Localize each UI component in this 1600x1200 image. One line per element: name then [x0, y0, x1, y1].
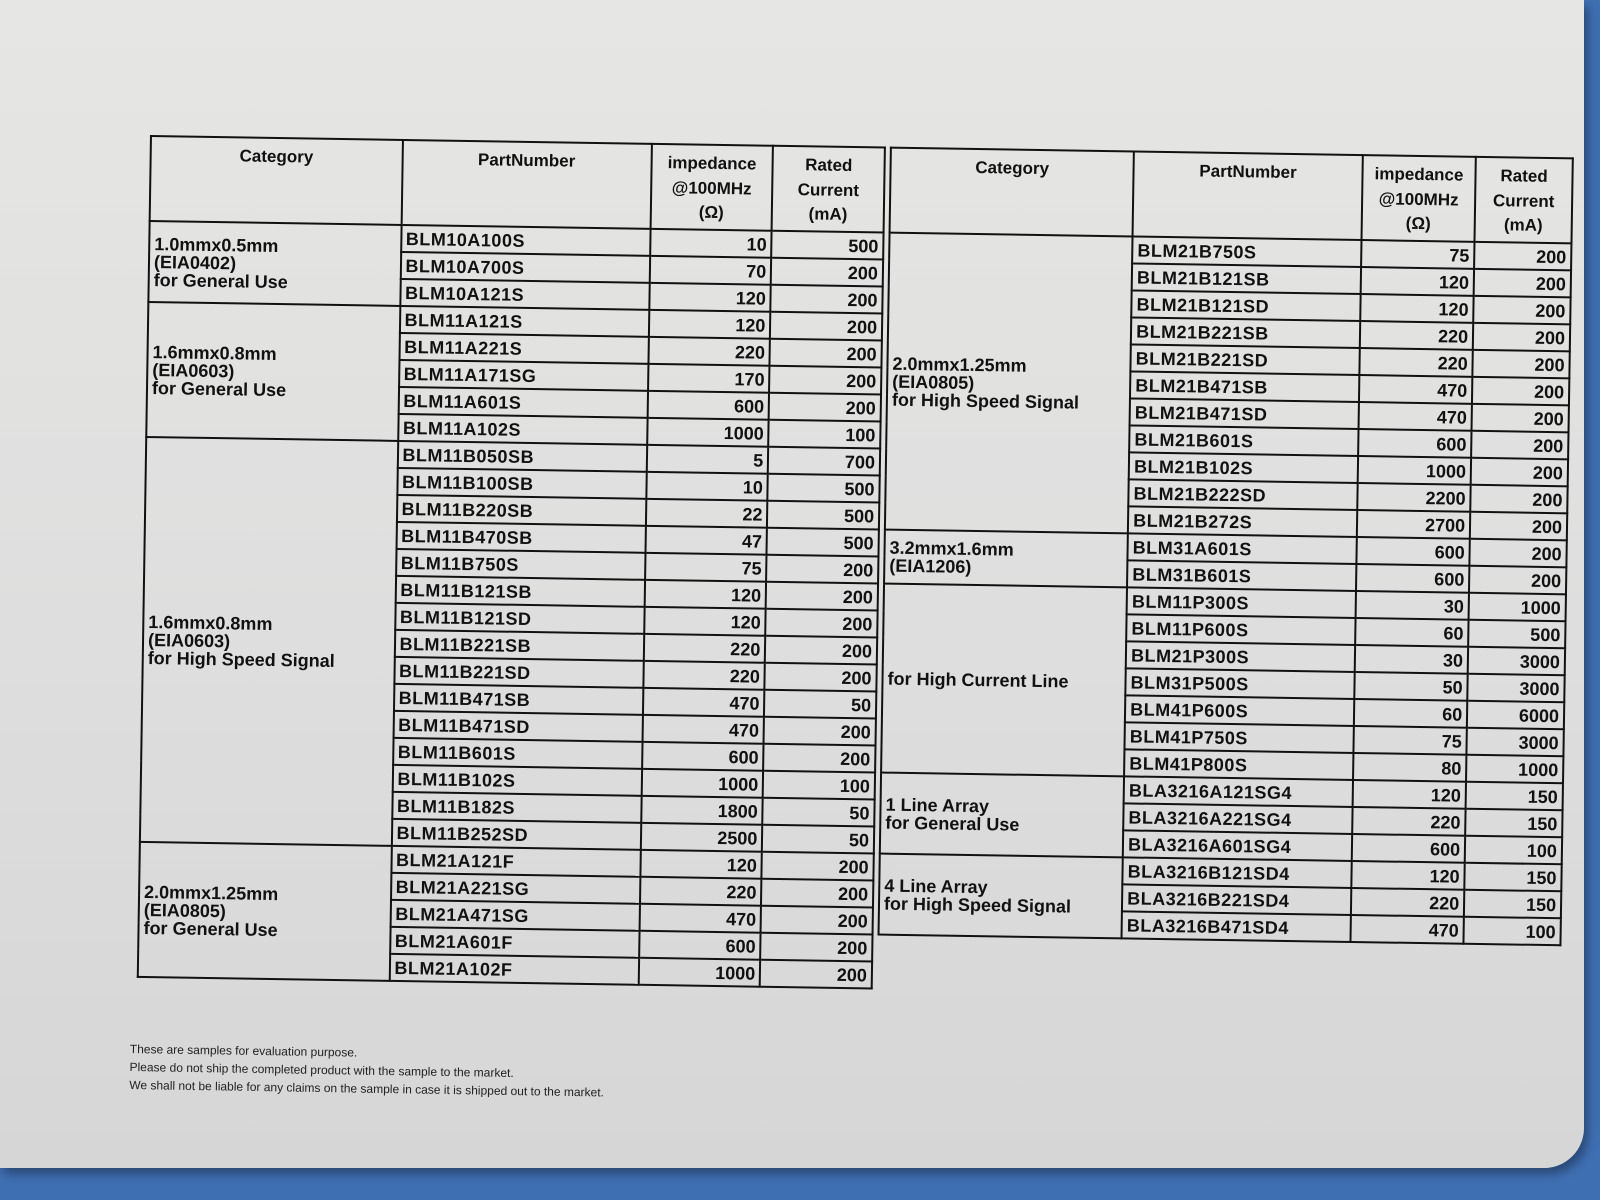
part-number-cell: BLM11B050SB: [397, 441, 646, 472]
part-number-cell: BLM21B121SB: [1132, 263, 1361, 294]
category-line: for High Speed Signal: [883, 893, 1072, 917]
impedance-cell: 600: [1356, 537, 1470, 566]
rated-current-cell: 200: [769, 393, 881, 422]
impedance-cell: 220: [1359, 348, 1473, 377]
impedance-cell: 22: [645, 499, 767, 528]
rated-current-cell: 500: [1468, 620, 1565, 649]
category-line: (EIA0603): [147, 629, 231, 651]
part-number-cell: BLM11B471SB: [393, 684, 642, 715]
rated-current-cell: 200: [1473, 296, 1570, 325]
rated-current-cell: 150: [1466, 782, 1563, 811]
rated-current-cell: 6000: [1467, 701, 1564, 730]
rated-current-cell: 150: [1465, 809, 1562, 838]
rated-current-cell: 200: [766, 609, 878, 638]
rated-current-cell: 200: [1473, 350, 1570, 379]
rated-current-cell: 200: [761, 906, 873, 935]
rated-current-cell: 200: [1472, 377, 1569, 406]
part-number-cell: BLA3216B221SD4: [1122, 884, 1351, 915]
rated-current-cell: 100: [763, 771, 875, 800]
part-number-cell: BLM21A121F: [391, 846, 640, 877]
category-cell: [879, 854, 1123, 939]
part-number-cell: BLA3216A221SG4: [1123, 803, 1352, 834]
part-number-header: PartNumber: [401, 140, 651, 229]
rated-current-cell: 200: [762, 852, 874, 881]
rated-current-cell: 200: [765, 636, 877, 665]
rated-current-cell: 200: [766, 582, 878, 611]
rated-current-cell: 200: [760, 960, 872, 989]
impedance-cell: 2200: [1357, 483, 1471, 512]
footnote-line: We shall not be liable for any claims on the sample in case it is shipped out to the market.: [129, 1077, 605, 1100]
impedance-cell: 600: [1356, 564, 1470, 593]
rated-current-cell: 500: [768, 474, 880, 503]
impedance-cell: 470: [642, 715, 764, 744]
part-number-cell: BLM11P600S: [1126, 614, 1355, 645]
rated-current-cell: 100: [1464, 917, 1561, 946]
category-cell: [146, 302, 400, 441]
rated-current-cell: 100: [769, 420, 881, 449]
part-number-cell: BLM21A471SG: [390, 900, 639, 931]
impedance-cell: 5: [646, 445, 768, 474]
part-number-cell: BLM11P300S: [1127, 587, 1356, 618]
category-cell: [881, 584, 1127, 777]
category-line: for High Speed Signal: [147, 647, 335, 671]
category-line: for General Use: [151, 377, 287, 400]
rated-current-cell: 150: [1464, 890, 1561, 919]
category-line: 1.6mmx0.8mm: [148, 611, 273, 634]
impedance-cell: 60: [1354, 699, 1468, 728]
impedance-cell: 2700: [1357, 510, 1471, 539]
rated-current-cell: 200: [1471, 431, 1568, 460]
impedance-cell: 220: [643, 634, 765, 663]
rated-current-cell: 200: [769, 366, 881, 395]
part-number-cell: BLM41P600S: [1125, 695, 1354, 726]
impedance-cell: 70: [649, 256, 771, 285]
category-line: for General Use: [143, 917, 278, 940]
part-number-cell: BLM21B121SD: [1131, 290, 1360, 321]
spec-sheet: [136, 135, 1574, 1072]
part-number-cell: BLM11B220SB: [396, 495, 645, 526]
impedance-cell: 600: [639, 931, 761, 960]
rated-current-cell: 200: [760, 933, 872, 962]
category-line: 2.0mmx1.25mm: [892, 353, 1027, 376]
part-number-cell: BLM11B470SB: [396, 522, 645, 553]
part-number-cell: BLM11B100SB: [397, 468, 646, 499]
impedance-cell: 120: [648, 310, 770, 339]
impedance-cell: 600: [647, 391, 769, 420]
rated-current-cell: 200: [761, 879, 873, 908]
part-number-cell: BLM41P750S: [1125, 722, 1354, 753]
impedance-cell: 1000: [1358, 456, 1472, 485]
part-number-cell: BLM21B221SB: [1131, 317, 1360, 348]
rated-current-cell: 200: [1474, 242, 1571, 271]
part-number-cell: BLM11A221S: [399, 333, 648, 364]
impedance-cell: 600: [1358, 429, 1472, 458]
impedance-cell: 10: [650, 229, 772, 258]
rated-current-header: Rated Current (mA): [772, 146, 885, 233]
rated-current-cell: 200: [1472, 404, 1569, 433]
part-number-header: PartNumber: [1133, 151, 1363, 240]
rated-current-cell: 200: [1474, 269, 1571, 298]
category-cell: [148, 221, 401, 306]
category-cell: [140, 437, 398, 846]
part-number-cell: BLM21A102F: [389, 954, 638, 985]
category-header: Category: [150, 136, 403, 225]
impedance-cell: 220: [643, 661, 765, 690]
rated-current-cell: 3000: [1467, 728, 1564, 757]
category-line: for General Use: [885, 812, 1020, 835]
part-number-cell: BLM11B471SD: [393, 711, 642, 742]
rated-current-cell: 200: [766, 555, 878, 584]
rated-current-cell: 200: [770, 339, 882, 368]
category-line: (EIA0402): [153, 251, 237, 273]
impedance-cell: 50: [1354, 672, 1468, 701]
category-cell: [884, 530, 1128, 588]
part-number-cell: BLM10A121S: [400, 279, 649, 310]
part-number-cell: BLM11A601S: [398, 387, 647, 418]
impedance-cell: 120: [1351, 861, 1465, 890]
rated-current-cell: 200: [764, 717, 876, 746]
impedance-cell: 470: [1359, 375, 1473, 404]
rated-current-cell: 500: [767, 528, 879, 557]
impedance-cell: 10: [646, 472, 768, 501]
category-line: 2.0mmx1.25mm: [143, 881, 279, 904]
rated-current-cell: 50: [762, 825, 874, 854]
part-number-cell: BLM21B221SD: [1131, 344, 1360, 375]
rated-current-cell: 200: [770, 312, 882, 341]
part-number-cell: BLM41P800S: [1124, 749, 1353, 780]
rated-current-cell: 200: [765, 663, 877, 692]
impedance-cell: 470: [1350, 915, 1464, 944]
category-line: (EIA1206): [889, 555, 972, 577]
category-cell: [885, 233, 1133, 534]
impedance-cell: 120: [1352, 780, 1466, 809]
impedance-cell: 80: [1353, 753, 1467, 782]
impedance-cell: 120: [649, 283, 771, 312]
part-number-cell: BLM21B471SB: [1130, 371, 1359, 402]
impedance-cell: 220: [1352, 807, 1466, 836]
impedance-cell: 75: [1353, 726, 1467, 755]
part-number-cell: BLM11A171SG: [399, 360, 648, 391]
impedance-cell: 120: [644, 607, 766, 636]
rated-current-cell: 200: [1470, 512, 1567, 541]
part-number-cell: BLM21B222SD: [1128, 479, 1357, 510]
part-number-cell: BLM11A102S: [398, 414, 647, 445]
impedance-cell: 120: [1360, 267, 1474, 296]
category-line: for General Use: [153, 269, 288, 292]
rated-current-cell: 200: [771, 258, 883, 287]
impedance-cell: 1000: [647, 418, 769, 447]
part-number-cell: BLA3216A121SG4: [1124, 776, 1353, 807]
rated-current-cell: 3000: [1468, 647, 1565, 676]
part-number-cell: BLM21B272S: [1128, 506, 1357, 537]
part-number-cell: BLM21A601F: [390, 927, 639, 958]
rated-current-cell: 50: [763, 798, 875, 827]
rated-current-cell: 200: [763, 744, 875, 773]
rated-current-cell: 200: [1471, 458, 1568, 487]
impedance-cell: 60: [1355, 618, 1469, 647]
rated-current-cell: 500: [771, 231, 883, 260]
category-cell: [880, 773, 1124, 858]
rated-current-cell: 200: [1473, 323, 1570, 352]
category-line: (EIA0805): [892, 371, 975, 393]
rated-current-cell: 150: [1464, 863, 1561, 892]
impedance-header: impedance @100MHz (Ω): [1361, 155, 1476, 242]
rated-current-cell: 200: [1469, 566, 1566, 595]
rated-current-cell: 100: [1465, 836, 1562, 865]
category-line: 4 Line Array: [884, 875, 988, 897]
impedance-cell: 1800: [641, 796, 763, 825]
category-line: 1.6mmx0.8mm: [152, 341, 277, 364]
impedance-cell: 120: [644, 580, 766, 609]
part-number-cell: BLM11B121SD: [395, 603, 644, 634]
part-number-cell: BLA3216B121SD4: [1122, 857, 1351, 888]
part-number-cell: BLM11B102S: [392, 765, 641, 796]
rated-current-cell: 3000: [1467, 674, 1564, 703]
part-number-cell: BLM21B601S: [1129, 425, 1358, 456]
part-number-cell: BLM21A221SG: [391, 873, 640, 904]
impedance-cell: 220: [640, 877, 762, 906]
right-spec-table: [878, 147, 1574, 947]
part-number-cell: BLM10A700S: [400, 252, 649, 283]
rated-current-cell: 200: [771, 285, 883, 314]
part-number-cell: BLM31P500S: [1125, 668, 1354, 699]
category-line: (EIA0603): [152, 359, 235, 381]
left-header-row: [150, 136, 885, 233]
part-number-cell: BLM21B471SD: [1130, 398, 1359, 429]
impedance-cell: 600: [1352, 834, 1466, 863]
impedance-cell: 470: [1358, 402, 1472, 431]
impedance-cell: 75: [645, 553, 767, 582]
impedance-cell: 30: [1355, 591, 1469, 620]
part-number-cell: BLM11A121S: [399, 306, 648, 337]
rated-current-cell: 1000: [1469, 593, 1566, 622]
part-number-cell: BLM11B221SB: [394, 630, 643, 661]
category-line: 3.2mmx1.6mm: [889, 537, 1014, 560]
impedance-cell: 220: [648, 337, 770, 366]
impedance-header: impedance @100MHz (Ω): [650, 144, 773, 231]
impedance-cell: 220: [1351, 888, 1465, 917]
category-line: 1 Line Array: [885, 794, 990, 816]
impedance-cell: 470: [643, 688, 765, 717]
right-header-row: [890, 148, 1573, 244]
rated-current-cell: 200: [1470, 485, 1567, 514]
category-line: for High Speed Signal: [891, 389, 1080, 413]
part-number-cell: BLM21B750S: [1132, 236, 1361, 267]
impedance-cell: 600: [642, 742, 764, 771]
impedance-cell: 470: [639, 904, 761, 933]
rated-current-cell: 50: [764, 690, 876, 719]
impedance-cell: 1000: [641, 769, 763, 798]
rated-current-cell: 700: [768, 447, 880, 476]
footnote-line: These are samples for evaluation purpose.: [129, 1041, 358, 1060]
rated-current-header: Rated Current (mA): [1475, 157, 1573, 244]
part-number-cell: BLM10A100S: [401, 225, 650, 256]
part-number-cell: BLM11B121SB: [395, 576, 644, 607]
category-header: Category: [890, 148, 1134, 237]
left-spec-table: [137, 135, 886, 989]
part-number-cell: BLM11B252SD: [391, 819, 640, 850]
impedance-cell: 47: [645, 526, 767, 555]
part-number-cell: BLA3216B471SD4: [1122, 911, 1351, 942]
category-line: 1.0mmx0.5mm: [154, 233, 279, 256]
impedance-cell: 75: [1361, 240, 1475, 269]
part-number-cell: BLA3216A601SG4: [1123, 830, 1352, 861]
impedance-cell: 170: [648, 364, 770, 393]
rated-current-cell: 500: [767, 501, 879, 530]
impedance-cell: 2500: [640, 823, 762, 852]
part-number-cell: BLM11B750S: [396, 549, 645, 580]
footnote-line: Please do not ship the completed product with the sample to the market.: [129, 1059, 514, 1081]
impedance-cell: 1000: [638, 958, 760, 987]
rated-current-cell: 1000: [1466, 755, 1563, 784]
impedance-cell: 120: [1360, 294, 1474, 323]
part-number-cell: BLM21P300S: [1126, 641, 1355, 672]
rated-current-cell: 200: [1470, 539, 1567, 568]
part-number-cell: BLM21B102S: [1129, 452, 1358, 483]
part-number-cell: BLM31B601S: [1127, 560, 1356, 591]
impedance-cell: 220: [1360, 321, 1474, 350]
part-number-cell: BLM11B601S: [393, 738, 642, 769]
part-number-cell: BLM31A601S: [1128, 533, 1357, 564]
impedance-cell: 120: [640, 850, 762, 879]
category-cell: [138, 842, 392, 981]
part-number-cell: BLM11B221SD: [394, 657, 643, 688]
category-line: (EIA0805): [143, 899, 227, 921]
category-line: for High Current Line: [887, 668, 1069, 691]
impedance-cell: 30: [1355, 645, 1469, 674]
part-number-cell: BLM11B182S: [392, 792, 641, 823]
